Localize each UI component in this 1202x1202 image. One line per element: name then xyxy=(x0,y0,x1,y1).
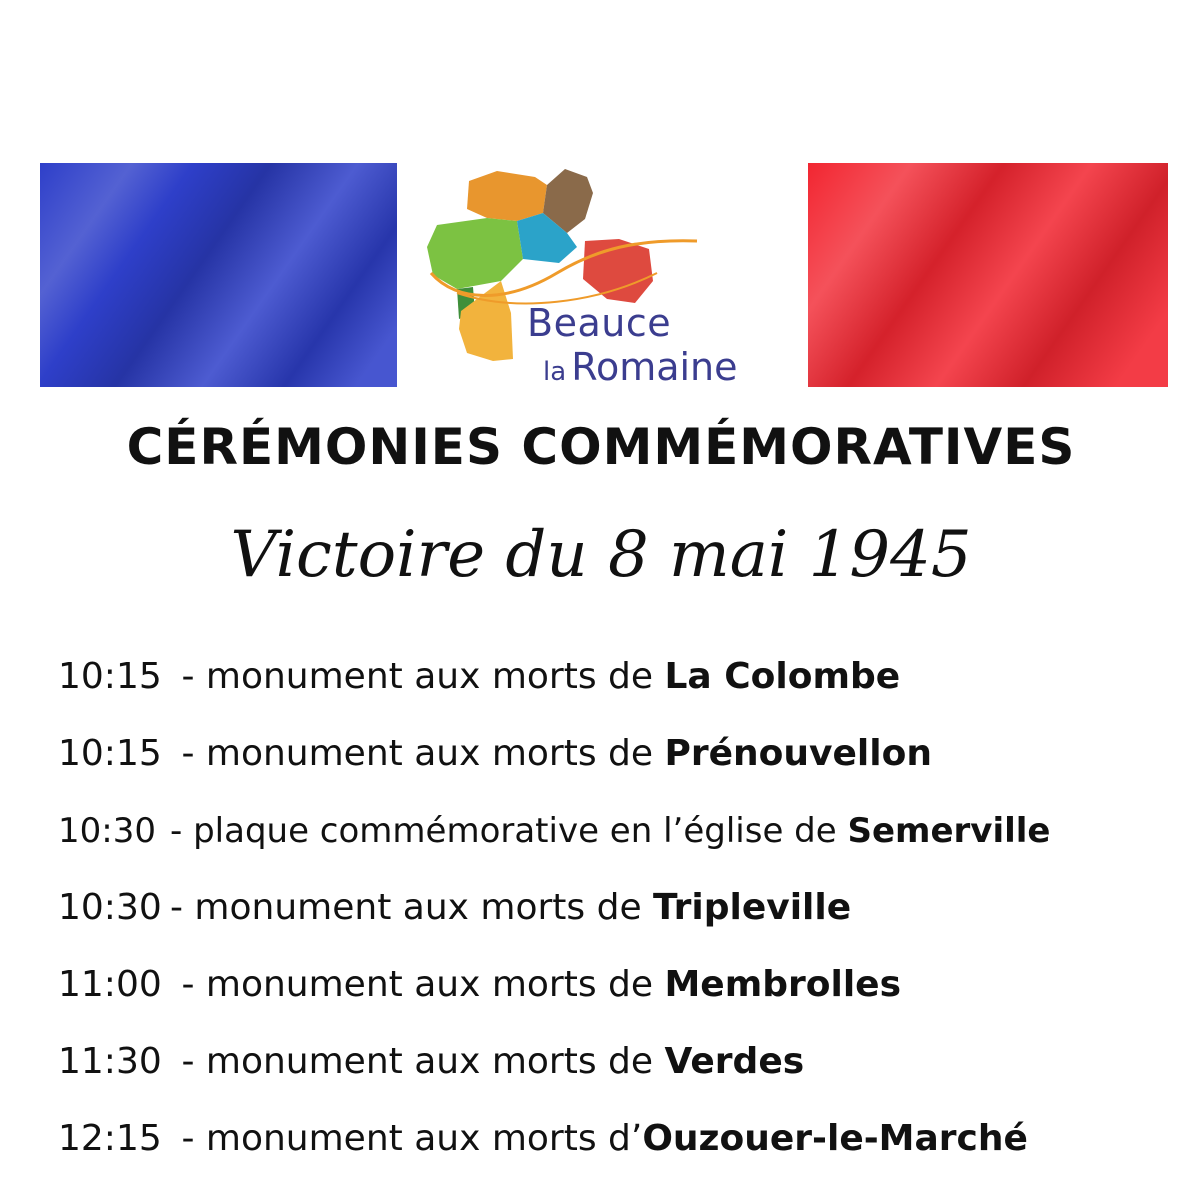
logo-green-region xyxy=(427,218,523,289)
schedule-time: 10:15 xyxy=(58,733,162,774)
logo-text-la: la xyxy=(543,357,567,387)
flag-banner xyxy=(40,163,1168,387)
schedule-description: - monument aux morts de xyxy=(170,1041,665,1082)
schedule-time: 12:15 xyxy=(58,1118,162,1159)
schedule-time: 10:15 xyxy=(58,656,162,697)
schedule-item xyxy=(58,648,1178,725)
page-title: CÉRÉMONIES COMMÉMORATIVES xyxy=(126,418,1076,476)
schedule-item xyxy=(58,1110,1178,1187)
flag-red-stripe xyxy=(808,163,1168,387)
schedule-item xyxy=(58,1033,1178,1110)
schedule-description: - monument aux morts de xyxy=(170,887,654,928)
logo-orange-region xyxy=(467,171,547,221)
schedule-time: 11:30 xyxy=(58,1041,162,1082)
logo-text-beauce: Beauce xyxy=(527,301,672,345)
schedule-place: Semerville xyxy=(847,811,1051,851)
schedule-time: 10:30 xyxy=(58,887,162,928)
schedule-place: Tripleville xyxy=(653,887,852,928)
schedule-description: - monument aux morts de xyxy=(170,964,665,1005)
flag-blue-stripe xyxy=(40,163,397,387)
schedule-place: Membrolles xyxy=(664,964,902,1005)
schedule-place: Prénouvellon xyxy=(664,733,932,774)
schedule-description: - monument aux morts de xyxy=(170,733,665,774)
schedule-place: Ouzouer-le-Marché xyxy=(642,1118,1028,1159)
schedule-place: Verdes xyxy=(664,1041,805,1082)
schedule-time: 10:30 xyxy=(58,811,156,851)
schedule-item xyxy=(58,725,1178,802)
page-subtitle: Victoire du 8 mai 1945 xyxy=(230,518,972,592)
schedule-description: - plaque commémorative en l’église de xyxy=(170,811,848,851)
flag-white-stripe xyxy=(397,163,808,387)
ceremony-schedule xyxy=(58,648,1178,1187)
logo-text-la-romaine xyxy=(543,345,738,389)
logo-text-romaine: Romaine xyxy=(571,345,738,389)
schedule-place: La Colombe xyxy=(664,656,901,697)
schedule-item xyxy=(58,879,1178,956)
schedule-item xyxy=(58,956,1178,1033)
schedule-item xyxy=(58,802,1178,879)
schedule-time: 11:00 xyxy=(58,964,162,1005)
schedule-description: - monument aux morts de xyxy=(170,656,665,697)
schedule-description: - monument aux morts d’ xyxy=(170,1118,643,1159)
